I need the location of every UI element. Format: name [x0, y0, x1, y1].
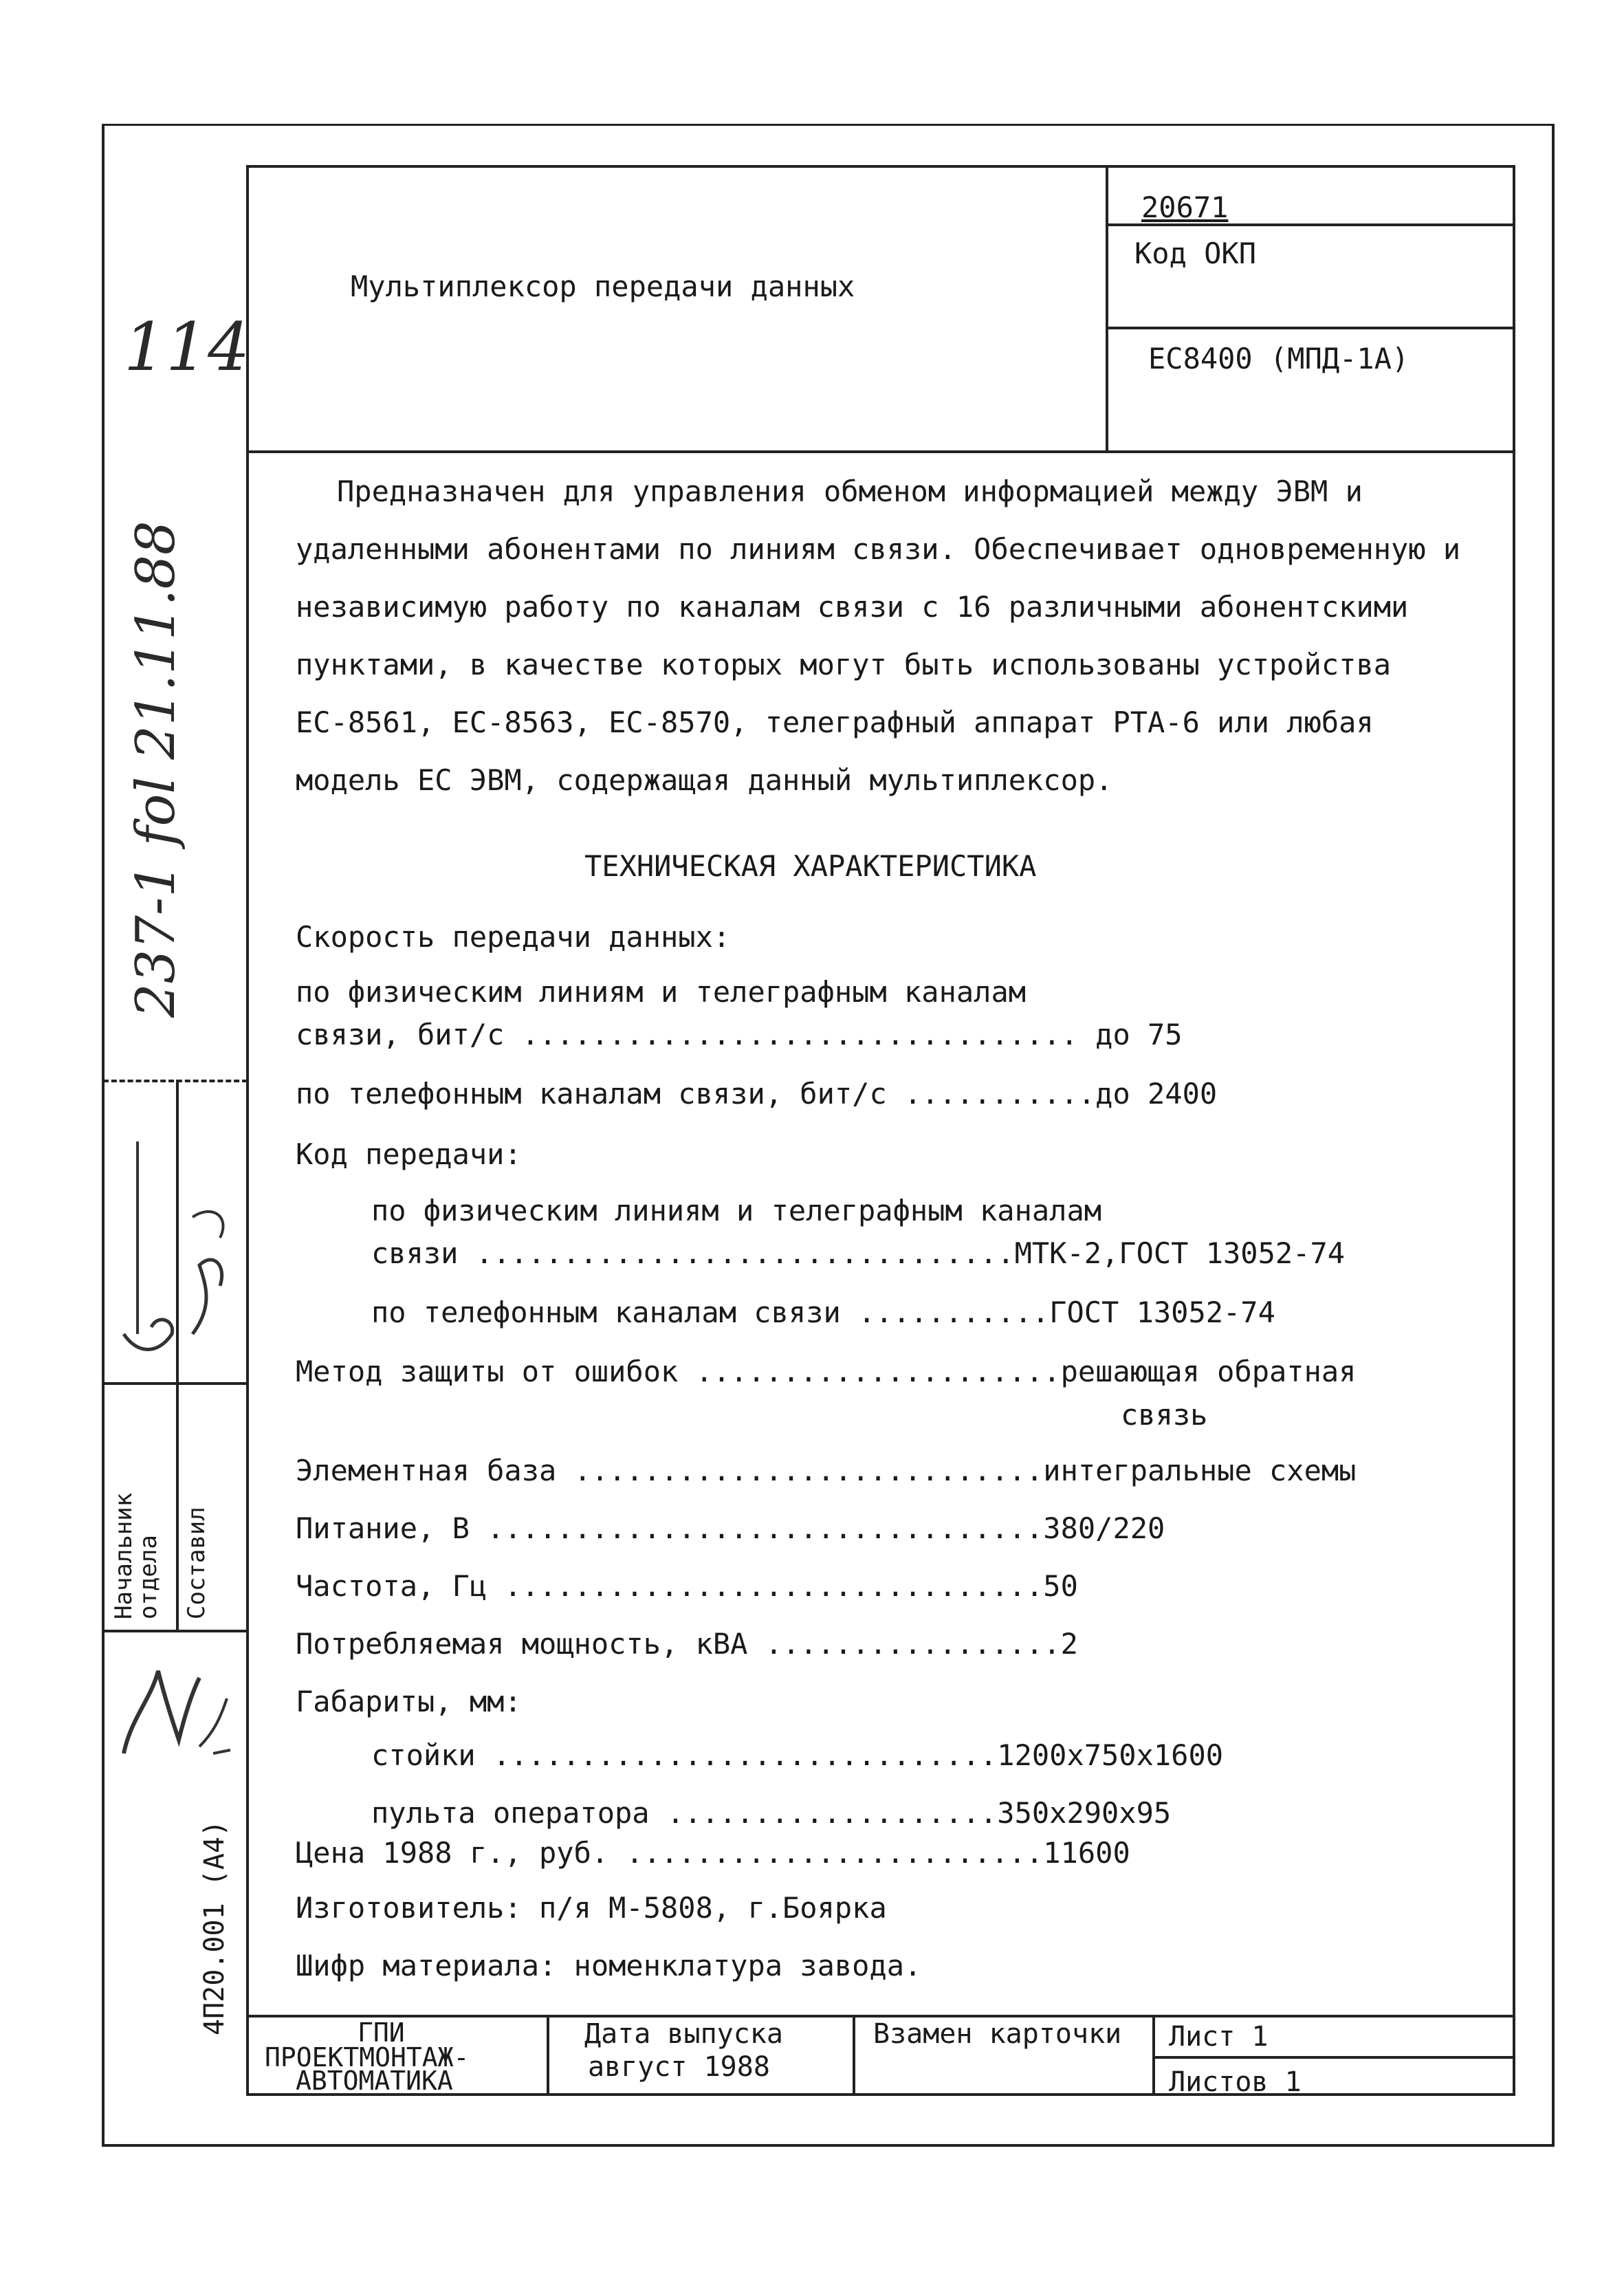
org-name-line: АВТОМАТИКА	[296, 2066, 453, 2096]
form-code: 4П20.001 (А4)	[199, 1819, 230, 2035]
description-line: модель ЕС ЭВМ, содержащая данный мультиплексор.	[296, 763, 1113, 797]
spec-code-phys-2: связи ...............................МТК-2,ГОСТ 13052-74	[371, 1236, 1346, 1270]
org-name-line: ПРОЕКТМОНТАЖ-	[265, 2042, 470, 2073]
spec-power-supply: Питание, В ................................380/220	[296, 1511, 1165, 1545]
sheet-count: Листов 1	[1169, 2066, 1302, 2098]
footer-divider-2	[853, 2015, 855, 2093]
description-line: ЕС-8561, ЕС-8563, ЕС-8570, телеграфный аппарат РТА-6 или любая	[296, 706, 1374, 739]
role-head-of-department: Начальник отдела	[110, 1492, 162, 1619]
margin-box-bottom	[103, 1630, 248, 1632]
role-compiled-by: Составил	[183, 1507, 210, 1619]
spec-speed-label: Скорость передачи данных:	[296, 920, 731, 954]
replaces-card-label: Взамен карточки	[873, 2018, 1122, 2050]
code-okp-label: Код ОКП	[1134, 237, 1257, 270]
spec-code-label: Код передачи:	[296, 1137, 522, 1171]
footer-divider-1	[547, 2015, 549, 2093]
description-line: Предназначен для управления обменом информацией между ЭВМ и	[337, 474, 1363, 508]
description-line: независимую работу по каналам связи с 16 различными абонентскими	[296, 590, 1409, 624]
spec-error-method: Метод защиты от ошибок .....................решающая обратная	[296, 1355, 1357, 1388]
spec-price: Цена 1988 г., руб. ........................11600	[296, 1836, 1130, 1870]
release-date-value: август 1988	[588, 2051, 770, 2083]
header-bottom-line	[246, 450, 1513, 453]
spec-dims-rack: стойки .............................1200х750х1600	[371, 1738, 1224, 1772]
signature-approval-icon	[110, 1637, 248, 1774]
model-designation: ЕС8400 (МПД-1А)	[1148, 342, 1409, 375]
spec-error-method-cont: связь	[1121, 1398, 1208, 1432]
model-row-line	[1106, 327, 1513, 329]
header-divider	[1106, 165, 1108, 453]
release-date-label: Дата выпуска	[584, 2018, 783, 2050]
margin-box-mid	[103, 1382, 248, 1385]
spec-element-base: Элементная база ...........................интегральные схемы	[296, 1454, 1357, 1487]
spec-code-tel: по телефонным каналам связи ...........ГОСТ 13052-74	[371, 1295, 1275, 1329]
code-number: 20671	[1141, 190, 1229, 224]
footer-top-line	[246, 2015, 1513, 2018]
spec-speed-phys-1: по физическим линиям и телеграфным каналам	[296, 975, 1027, 1009]
handwritten-number: 114	[124, 309, 250, 386]
spec-manufacturer: Изготовитель: п/я М-5808, г.Боярка	[296, 1891, 887, 1925]
handwritten-reference: 237-1 fol 21.11.88	[125, 521, 187, 1018]
document-title: Мультиплексор передачи данных	[351, 270, 855, 303]
spec-speed-tel: по телефонным каналам связи, бит/с ...........до 2400	[296, 1077, 1218, 1111]
spec-frequency: Частота, Гц ...............................50	[296, 1569, 1078, 1603]
spec-dims-label: Габариты, мм:	[296, 1685, 522, 1718]
margin-box-top	[103, 1080, 248, 1082]
description-line: удаленными абонентами по линиям связи. Обеспечивает одновременную и	[296, 532, 1461, 566]
spec-code-phys-1: по физическим линиям и телеграфным каналам	[371, 1194, 1102, 1227]
footer-divider-3	[1152, 2015, 1155, 2093]
spec-speed-phys-2: связи, бит/с ................................ до 75	[296, 1018, 1183, 1051]
spec-cipher: Шифр материала: номенклатура завода.	[296, 1949, 922, 1982]
spec-dims-console: пульта оператора ...................350х290х95	[371, 1796, 1172, 1830]
signature-head-icon	[110, 1128, 248, 1375]
footer-sheet-line	[1152, 2056, 1513, 2059]
sheet-number: Лист 1	[1169, 2021, 1269, 2053]
org-name-line: ГПИ	[358, 2018, 405, 2048]
section-title: ТЕХНИЧЕСКАЯ ХАРАКТЕРИСТИКА	[584, 849, 1037, 883]
description-line: пунктами, в качестве которых могут быть использованы устройства	[296, 648, 1392, 681]
spec-consumption: Потребляемая мощность, кВА .................2	[296, 1627, 1078, 1661]
